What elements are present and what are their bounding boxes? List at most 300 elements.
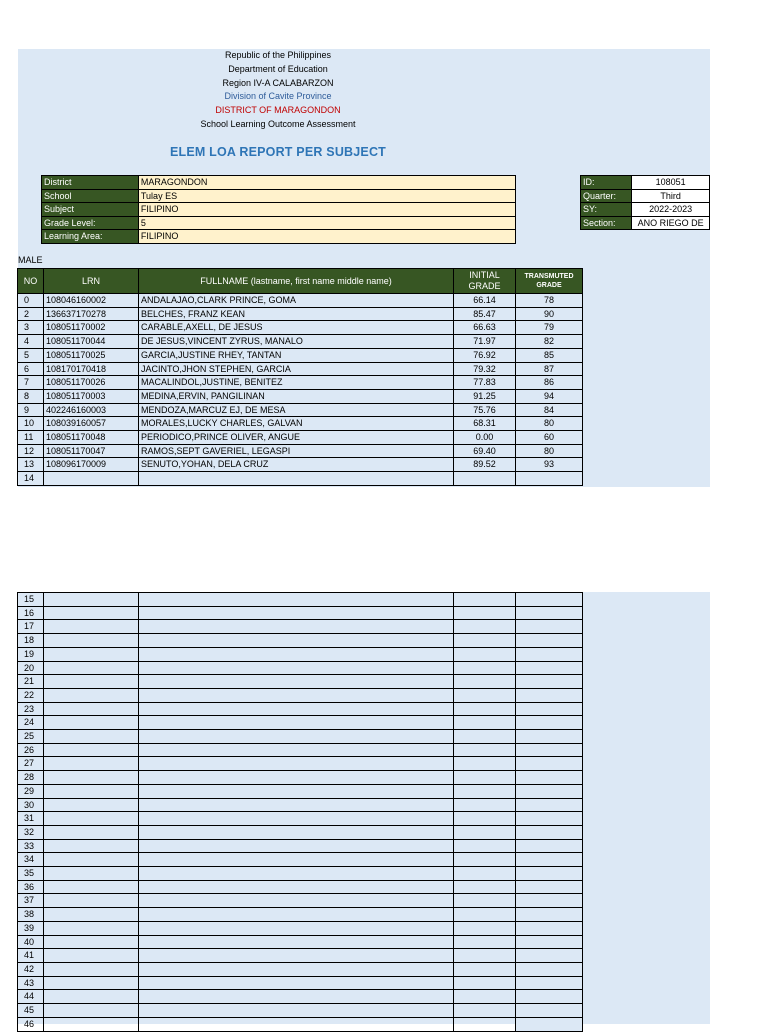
row-fullname xyxy=(139,921,454,935)
row-fullname xyxy=(139,661,454,675)
meta-info-row xyxy=(581,216,710,230)
row-no: 21 xyxy=(18,675,44,689)
row-fullname xyxy=(139,730,454,744)
grades-header-row xyxy=(18,269,583,294)
row-lrn: 108046160002 xyxy=(44,294,139,308)
row-initial-grade xyxy=(454,757,516,771)
col-lrn-header: LRN xyxy=(44,269,139,294)
row-no: 35 xyxy=(18,867,44,881)
table-row xyxy=(18,675,583,689)
row-transmuted-grade xyxy=(516,1004,583,1018)
table-row xyxy=(18,647,583,661)
row-transmuted-grade xyxy=(516,743,583,757)
table-row xyxy=(18,294,583,308)
info-label: District xyxy=(42,176,139,190)
row-no: 30 xyxy=(18,798,44,812)
row-lrn xyxy=(44,853,139,867)
row-lrn xyxy=(44,702,139,716)
row-fullname xyxy=(139,688,454,702)
table-row xyxy=(18,839,583,853)
header-division: Division of Cavite Province xyxy=(224,91,332,101)
school-info-row xyxy=(42,216,516,230)
table-row xyxy=(18,389,583,403)
table-row xyxy=(18,880,583,894)
row-fullname: MEDINA,ERVIN, PANGILINAN xyxy=(139,389,454,403)
row-no: 45 xyxy=(18,1004,44,1018)
row-initial-grade: 79.32 xyxy=(454,362,516,376)
row-initial-grade xyxy=(454,743,516,757)
info-label: School xyxy=(42,189,139,203)
table-row xyxy=(18,743,583,757)
row-no: 5 xyxy=(18,348,44,362)
row-initial-grade: 91.25 xyxy=(454,389,516,403)
table-row xyxy=(18,702,583,716)
row-fullname xyxy=(139,620,454,634)
row-fullname: BELCHES, FRANZ KEAN xyxy=(139,307,454,321)
info-value: FILIPINO xyxy=(138,230,515,244)
col-transmuted-grade-header: TRANSMUTED GRADE xyxy=(516,269,583,294)
row-fullname xyxy=(139,990,454,1004)
row-initial-grade xyxy=(454,908,516,922)
row-initial-grade xyxy=(454,620,516,634)
table-row xyxy=(18,798,583,812)
row-transmuted-grade: 79 xyxy=(516,321,583,335)
row-transmuted-grade: 86 xyxy=(516,376,583,390)
row-fullname xyxy=(139,1004,454,1018)
row-initial-grade xyxy=(454,661,516,675)
row-fullname xyxy=(139,716,454,730)
row-no: 27 xyxy=(18,757,44,771)
row-lrn xyxy=(44,730,139,744)
row-initial-grade: 89.52 xyxy=(454,458,516,472)
info-value: MARAGONDON xyxy=(138,176,515,190)
row-lrn: 108051170044 xyxy=(44,335,139,349)
row-initial-grade xyxy=(454,675,516,689)
grades-table-continued xyxy=(17,592,583,1032)
table-row xyxy=(18,784,583,798)
table-row xyxy=(18,867,583,881)
row-transmuted-grade: 78 xyxy=(516,294,583,308)
row-fullname: MACALINDOL,JUSTINE, BENITEZ xyxy=(139,376,454,390)
table-row xyxy=(18,716,583,730)
meta-value: ANO RIEGO DE xyxy=(632,216,710,230)
row-lrn xyxy=(44,1017,139,1031)
row-fullname xyxy=(139,634,454,648)
row-no: 26 xyxy=(18,743,44,757)
table-row xyxy=(18,730,583,744)
row-no: 32 xyxy=(18,825,44,839)
row-no: 38 xyxy=(18,908,44,922)
info-label: Learning Area: xyxy=(42,230,139,244)
row-lrn xyxy=(44,688,139,702)
row-fullname: JACINTO,JHON STEPHEN, GARCIA xyxy=(139,362,454,376)
header-assessment: School Learning Outcome Assessment xyxy=(200,119,356,129)
row-initial-grade xyxy=(454,812,516,826)
row-fullname xyxy=(139,839,454,853)
row-initial-grade: 69.40 xyxy=(454,444,516,458)
row-no: 41 xyxy=(18,949,44,963)
row-fullname xyxy=(139,880,454,894)
info-label: Grade Level: xyxy=(42,216,139,230)
row-fullname xyxy=(139,647,454,661)
row-transmuted-grade xyxy=(516,771,583,785)
row-lrn xyxy=(44,716,139,730)
row-lrn: 402246160003 xyxy=(44,403,139,417)
row-transmuted-grade: 80 xyxy=(516,417,583,431)
row-initial-grade xyxy=(454,688,516,702)
table-row xyxy=(18,606,583,620)
row-lrn xyxy=(44,634,139,648)
meta-info-row xyxy=(581,203,710,217)
table-row xyxy=(18,894,583,908)
row-initial-grade xyxy=(454,894,516,908)
table-row xyxy=(18,431,583,445)
row-no: 42 xyxy=(18,962,44,976)
row-transmuted-grade xyxy=(516,1017,583,1031)
table-row xyxy=(18,307,583,321)
table-row xyxy=(18,1004,583,1018)
row-transmuted-grade: 80 xyxy=(516,444,583,458)
row-fullname xyxy=(139,1017,454,1031)
school-info-row xyxy=(42,189,516,203)
row-fullname xyxy=(139,908,454,922)
row-fullname xyxy=(139,935,454,949)
row-lrn xyxy=(44,839,139,853)
row-no: 8 xyxy=(18,389,44,403)
row-no: 4 xyxy=(18,335,44,349)
col-fullname-header: FULLNAME (lastname, first name middle name) xyxy=(139,269,454,294)
row-transmuted-grade xyxy=(516,812,583,826)
meta-value: 2022-2023 xyxy=(632,203,710,217)
table-row xyxy=(18,853,583,867)
row-fullname xyxy=(139,675,454,689)
row-initial-grade xyxy=(454,593,516,607)
row-fullname: MENDOZA,MARCUZ EJ, DE MESA xyxy=(139,403,454,417)
row-no: 25 xyxy=(18,730,44,744)
row-fullname: MORALES,LUCKY CHARLES, GALVAN xyxy=(139,417,454,431)
row-no: 39 xyxy=(18,921,44,935)
row-transmuted-grade xyxy=(516,935,583,949)
row-transmuted-grade xyxy=(516,853,583,867)
row-lrn xyxy=(44,908,139,922)
row-initial-grade xyxy=(454,702,516,716)
row-lrn xyxy=(44,962,139,976)
row-no: 34 xyxy=(18,853,44,867)
table-row xyxy=(18,620,583,634)
table-row xyxy=(18,757,583,771)
row-initial-grade xyxy=(454,716,516,730)
row-initial-grade xyxy=(454,1017,516,1031)
table-row xyxy=(18,771,583,785)
row-transmuted-grade xyxy=(516,784,583,798)
row-no: 3 xyxy=(18,321,44,335)
table-row xyxy=(18,444,583,458)
row-lrn xyxy=(44,661,139,675)
table-row xyxy=(18,376,583,390)
row-initial-grade: 68.31 xyxy=(454,417,516,431)
row-lrn xyxy=(44,472,139,486)
table-row xyxy=(18,935,583,949)
row-fullname xyxy=(139,798,454,812)
row-no: 13 xyxy=(18,458,44,472)
table-row xyxy=(18,921,583,935)
meta-label: Quarter: xyxy=(581,189,632,203)
row-initial-grade xyxy=(454,1004,516,1018)
row-initial-grade xyxy=(454,880,516,894)
table-row xyxy=(18,949,583,963)
school-info-table xyxy=(41,175,516,244)
table-row xyxy=(18,825,583,839)
header-region: Region IV-A CALABARZON xyxy=(222,78,334,88)
table-row xyxy=(18,661,583,675)
row-lrn: 108051170002 xyxy=(44,321,139,335)
row-lrn xyxy=(44,647,139,661)
row-lrn xyxy=(44,1004,139,1018)
row-fullname xyxy=(139,771,454,785)
row-lrn xyxy=(44,593,139,607)
row-no: 14 xyxy=(18,472,44,486)
meta-label: ID: xyxy=(581,176,632,190)
school-info-row xyxy=(42,176,516,190)
row-fullname xyxy=(139,812,454,826)
header-republic: Republic of the Philippines xyxy=(224,50,332,60)
row-fullname xyxy=(139,784,454,798)
row-fullname xyxy=(139,976,454,990)
row-transmuted-grade xyxy=(516,606,583,620)
row-lrn: 136637170278 xyxy=(44,307,139,321)
row-no: 37 xyxy=(18,894,44,908)
row-lrn xyxy=(44,757,139,771)
meta-label: SY: xyxy=(581,203,632,217)
row-transmuted-grade xyxy=(516,675,583,689)
table-row xyxy=(18,962,583,976)
row-initial-grade xyxy=(454,976,516,990)
row-no: 23 xyxy=(18,702,44,716)
table-row xyxy=(18,403,583,417)
row-transmuted-grade xyxy=(516,620,583,634)
row-lrn xyxy=(44,867,139,881)
row-fullname: DE JESUS,VINCENT ZYRUS, MANALO xyxy=(139,335,454,349)
row-fullname xyxy=(139,825,454,839)
row-no: 17 xyxy=(18,620,44,634)
row-transmuted-grade xyxy=(516,634,583,648)
row-no: 33 xyxy=(18,839,44,853)
row-fullname: GARCIA,JUSTINE RHEY, TANTAN xyxy=(139,348,454,362)
row-no: 22 xyxy=(18,688,44,702)
row-no: 6 xyxy=(18,362,44,376)
row-transmuted-grade: 87 xyxy=(516,362,583,376)
meta-info-table xyxy=(580,175,710,230)
row-initial-grade: 76.92 xyxy=(454,348,516,362)
row-lrn: 108051170026 xyxy=(44,376,139,390)
meta-info-row xyxy=(581,176,710,190)
row-lrn xyxy=(44,675,139,689)
row-no: 7 xyxy=(18,376,44,390)
row-fullname: PERIODICO,PRINCE OLIVER, ANGUE xyxy=(139,431,454,445)
row-transmuted-grade xyxy=(516,867,583,881)
row-initial-grade xyxy=(454,921,516,935)
row-lrn xyxy=(44,784,139,798)
row-initial-grade xyxy=(454,771,516,785)
table-row xyxy=(18,458,583,472)
row-transmuted-grade xyxy=(516,880,583,894)
row-initial-grade: 0.00 xyxy=(454,431,516,445)
row-fullname xyxy=(139,853,454,867)
meta-label: Section: xyxy=(581,216,632,230)
row-no: 15 xyxy=(18,593,44,607)
row-lrn xyxy=(44,812,139,826)
table-row xyxy=(18,688,583,702)
school-info-row xyxy=(42,230,516,244)
row-lrn: 108051170003 xyxy=(44,389,139,403)
row-initial-grade xyxy=(454,784,516,798)
row-transmuted-grade: 60 xyxy=(516,431,583,445)
meta-value: 108051 xyxy=(632,176,710,190)
row-fullname: CARABLE,AXELL, DE JESUS xyxy=(139,321,454,335)
row-fullname xyxy=(139,702,454,716)
report-title: ELEM LOA REPORT PER SUBJECT xyxy=(169,145,387,159)
row-no: 0 xyxy=(18,294,44,308)
row-lrn xyxy=(44,894,139,908)
table-row xyxy=(18,593,583,607)
table-row xyxy=(18,417,583,431)
row-transmuted-grade xyxy=(516,661,583,675)
header-deped: Department of Education xyxy=(228,64,328,74)
info-label: Subject xyxy=(42,203,139,217)
row-lrn xyxy=(44,935,139,949)
header-district: DISTRICT OF MARAGONDON xyxy=(215,105,341,115)
row-lrn: 108170170418 xyxy=(44,362,139,376)
row-lrn xyxy=(44,880,139,894)
table-row xyxy=(18,1017,583,1031)
row-transmuted-grade xyxy=(516,757,583,771)
row-transmuted-grade xyxy=(516,730,583,744)
info-value: 5 xyxy=(138,216,515,230)
table-row xyxy=(18,472,583,486)
row-no: 44 xyxy=(18,990,44,1004)
row-no: 46 xyxy=(18,1017,44,1031)
row-no: 18 xyxy=(18,634,44,648)
row-no: 10 xyxy=(18,417,44,431)
table-row xyxy=(18,634,583,648)
row-initial-grade: 66.63 xyxy=(454,321,516,335)
row-transmuted-grade xyxy=(516,949,583,963)
section-label-male: MALE xyxy=(18,255,43,265)
row-initial-grade xyxy=(454,634,516,648)
row-no: 11 xyxy=(18,431,44,445)
row-lrn: 108039160057 xyxy=(44,417,139,431)
row-transmuted-grade xyxy=(516,472,583,486)
table-row xyxy=(18,976,583,990)
row-fullname xyxy=(139,962,454,976)
table-row xyxy=(18,321,583,335)
row-lrn xyxy=(44,743,139,757)
row-lrn: 108096170009 xyxy=(44,458,139,472)
row-lrn xyxy=(44,990,139,1004)
row-no: 16 xyxy=(18,606,44,620)
row-initial-grade xyxy=(454,647,516,661)
row-initial-grade: 85.47 xyxy=(454,307,516,321)
row-initial-grade xyxy=(454,730,516,744)
row-fullname xyxy=(139,757,454,771)
row-transmuted-grade xyxy=(516,716,583,730)
table-row xyxy=(18,348,583,362)
row-transmuted-grade: 82 xyxy=(516,335,583,349)
row-lrn: 108051170025 xyxy=(44,348,139,362)
school-info-row xyxy=(42,203,516,217)
row-initial-grade xyxy=(454,472,516,486)
meta-info-row xyxy=(581,189,710,203)
table-row xyxy=(18,335,583,349)
row-transmuted-grade: 94 xyxy=(516,389,583,403)
row-initial-grade: 77.83 xyxy=(454,376,516,390)
row-lrn xyxy=(44,620,139,634)
col-no-header: NO xyxy=(18,269,44,294)
row-fullname: SENUTO,YOHAN, DELA CRUZ xyxy=(139,458,454,472)
row-fullname: ANDALAJAO,CLARK PRINCE, GOMA xyxy=(139,294,454,308)
row-no: 43 xyxy=(18,976,44,990)
row-fullname xyxy=(139,606,454,620)
row-no: 2 xyxy=(18,307,44,321)
row-transmuted-grade: 93 xyxy=(516,458,583,472)
row-initial-grade xyxy=(454,825,516,839)
row-fullname xyxy=(139,949,454,963)
row-no: 40 xyxy=(18,935,44,949)
row-no: 28 xyxy=(18,771,44,785)
row-no: 24 xyxy=(18,716,44,730)
table-row xyxy=(18,812,583,826)
row-initial-grade xyxy=(454,867,516,881)
row-lrn: 108051170047 xyxy=(44,444,139,458)
row-fullname xyxy=(139,894,454,908)
row-lrn xyxy=(44,976,139,990)
row-initial-grade: 66.14 xyxy=(454,294,516,308)
row-lrn xyxy=(44,949,139,963)
row-no: 9 xyxy=(18,403,44,417)
table-row xyxy=(18,990,583,1004)
row-no: 31 xyxy=(18,812,44,826)
row-transmuted-grade xyxy=(516,688,583,702)
row-fullname: RAMOS,SEPT GAVERIEL, LEGASPI xyxy=(139,444,454,458)
row-initial-grade xyxy=(454,853,516,867)
row-initial-grade xyxy=(454,990,516,1004)
row-initial-grade xyxy=(454,949,516,963)
row-no: 12 xyxy=(18,444,44,458)
row-lrn xyxy=(44,606,139,620)
row-lrn xyxy=(44,921,139,935)
row-transmuted-grade xyxy=(516,962,583,976)
meta-value: Third xyxy=(632,189,710,203)
row-lrn: 108051170048 xyxy=(44,431,139,445)
row-transmuted-grade xyxy=(516,839,583,853)
row-transmuted-grade xyxy=(516,825,583,839)
row-lrn xyxy=(44,825,139,839)
row-no: 20 xyxy=(18,661,44,675)
grades-table xyxy=(17,268,583,486)
row-transmuted-grade: 85 xyxy=(516,348,583,362)
row-transmuted-grade xyxy=(516,894,583,908)
row-lrn xyxy=(44,771,139,785)
row-transmuted-grade xyxy=(516,702,583,716)
row-initial-grade: 71.97 xyxy=(454,335,516,349)
row-initial-grade: 75.76 xyxy=(454,403,516,417)
row-no: 29 xyxy=(18,784,44,798)
row-transmuted-grade xyxy=(516,921,583,935)
row-initial-grade xyxy=(454,962,516,976)
row-transmuted-grade xyxy=(516,976,583,990)
row-fullname xyxy=(139,593,454,607)
info-value: FILIPINO xyxy=(138,203,515,217)
